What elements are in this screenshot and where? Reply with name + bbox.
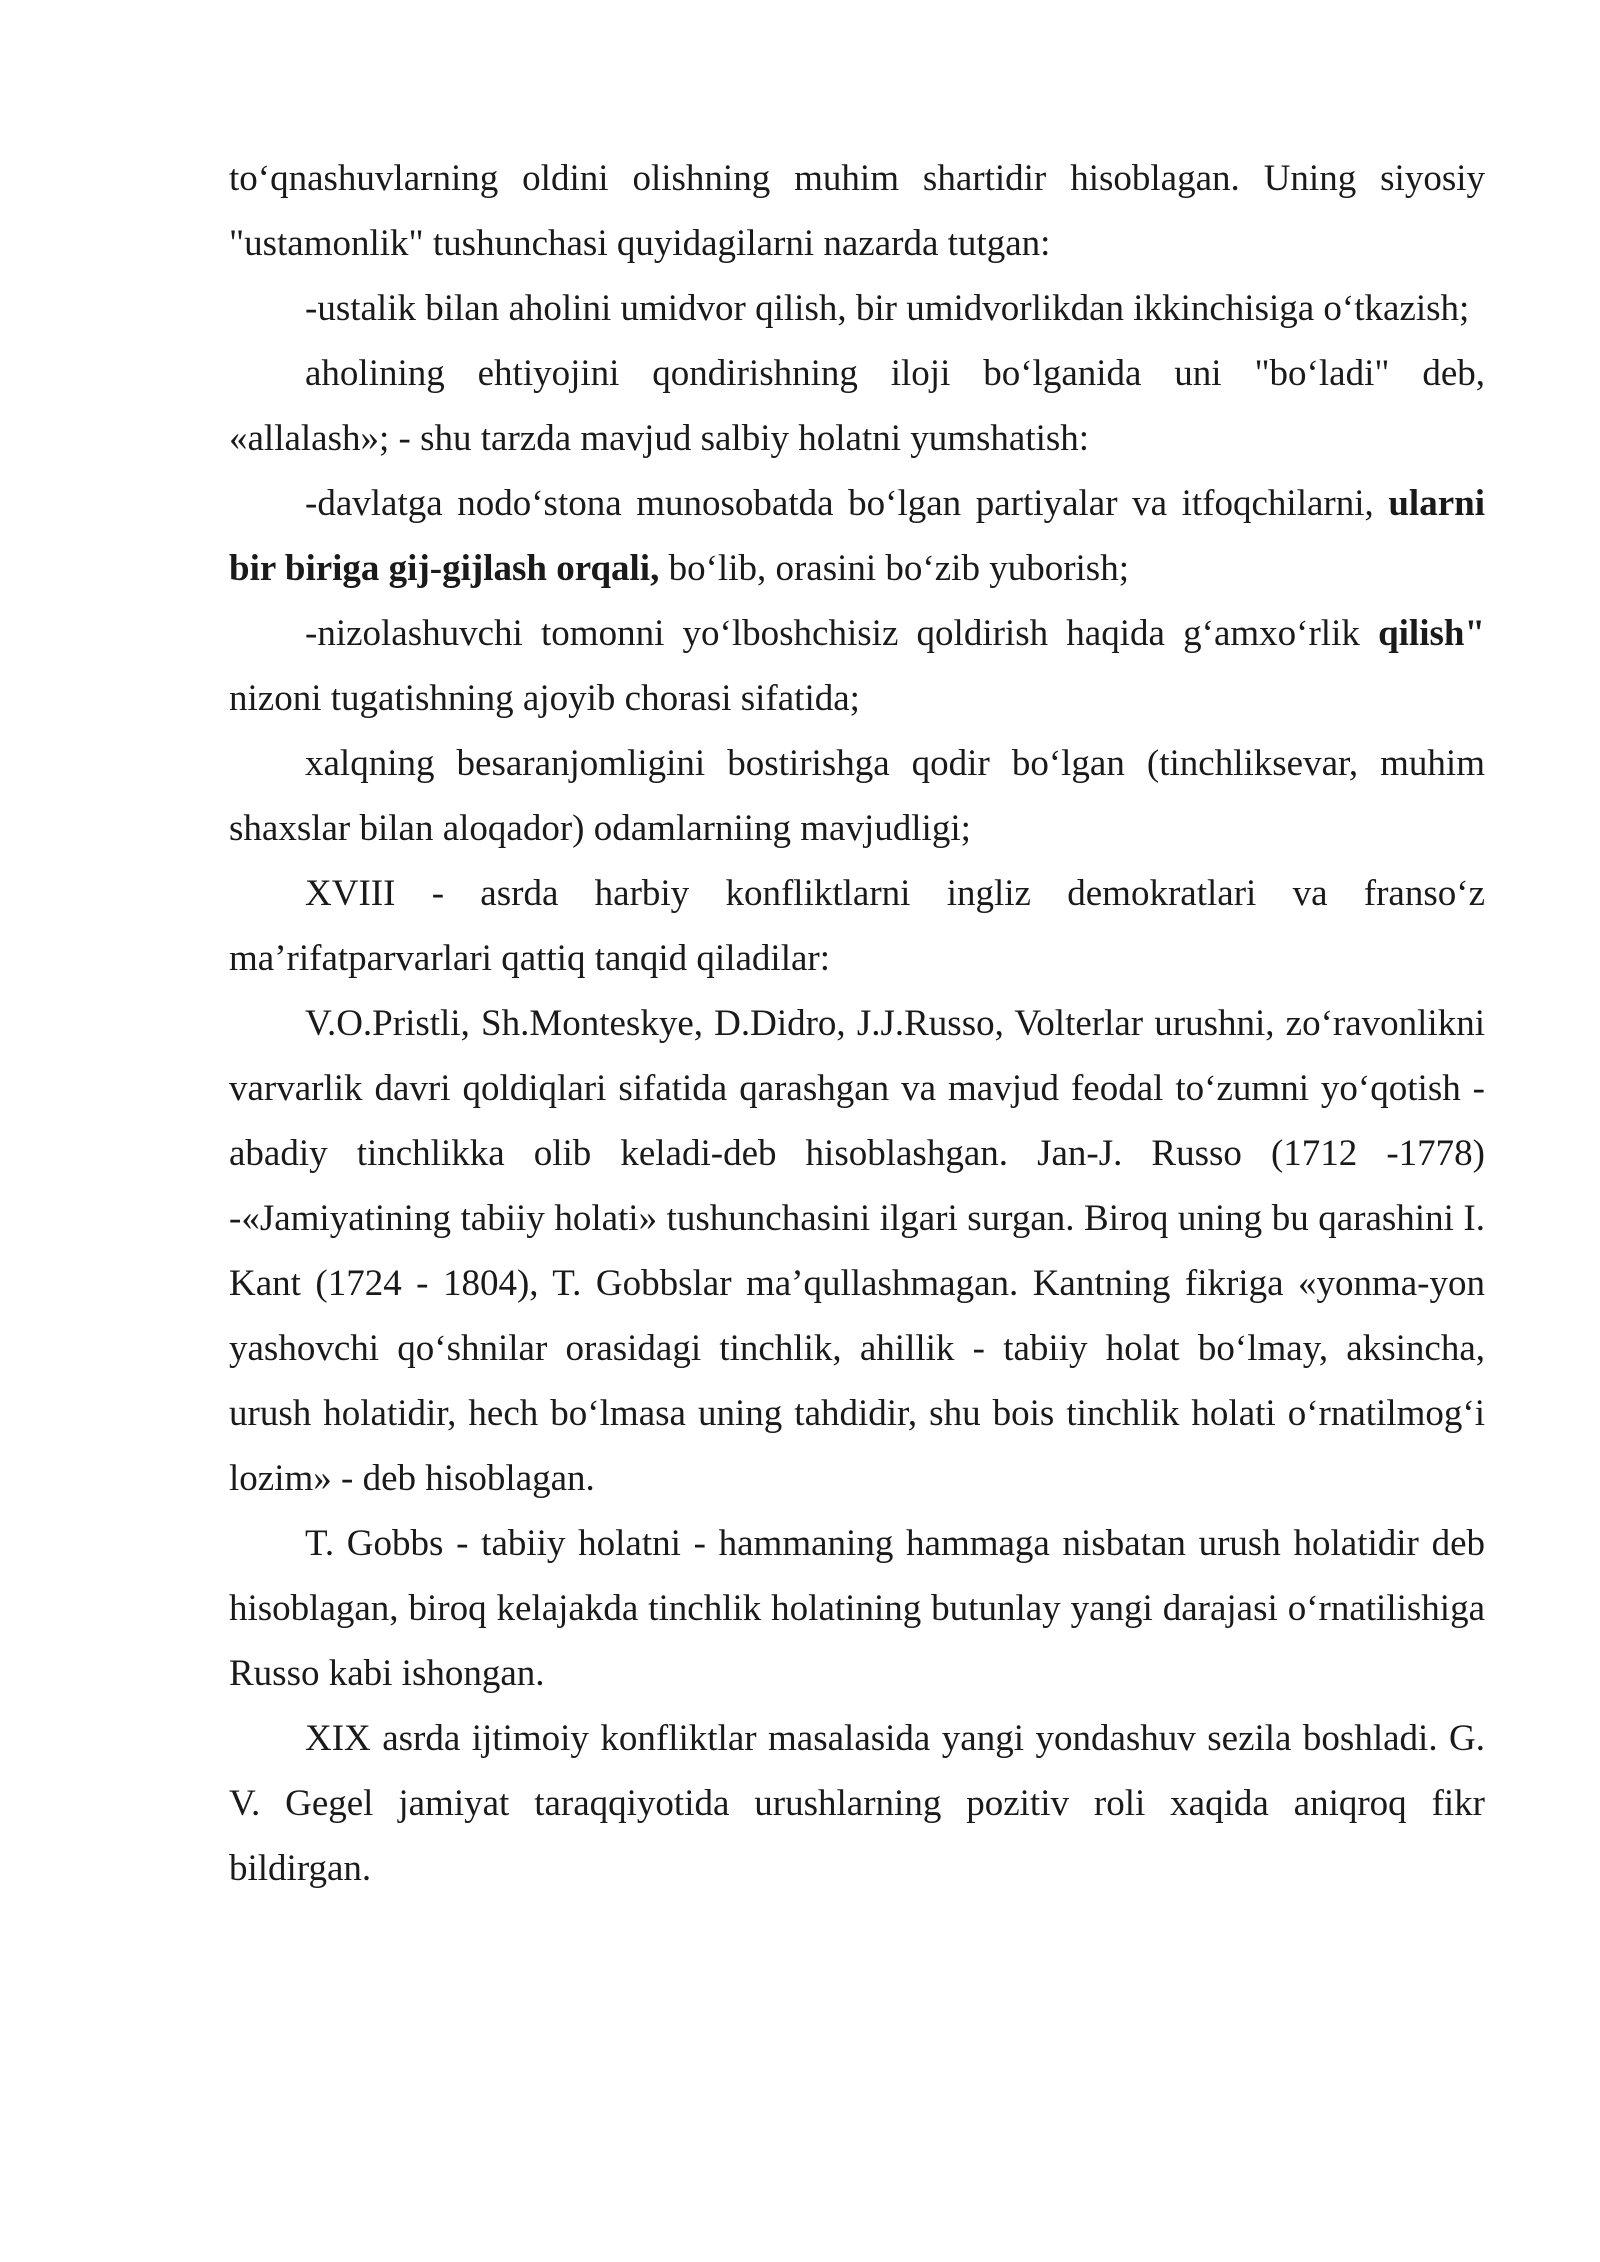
paragraph-text: -nizolashuvchi tomonni yo‘lboshchisiz qoldirish haqida g‘amxo‘rlik xyxy=(305,613,1379,654)
paragraph-1 xyxy=(229,146,1485,276)
paragraph-10 xyxy=(229,1706,1485,1901)
paragraph-text: V.O.Pristli, Sh.Monteskye, D.Didro, J.J.Russo, Volterlar urushni, zo‘ravonlikni varvarlik davri qoldiqlari sifatida qarashgan va mavjud feodal to‘zumni yo‘qotish -abadiy tinchlikka olib keladi-deb hisoblashgan. Jan-J. Russo (1712 -1778) -«Jamiyatining tabiiy holati» tushunchasini ilgari surgan. Biroq uning bu qarashini I. Kant (1724 - 1804), T. Gobbslar ma’qullashmagan. Kantning fikriga «yonma-yon yashovchi qo‘shnilar orasidagi tinchlik, ahillik - tabiiy holat bo‘lmay, aksincha, urush holatidir, hech bo‘lmasa uning tahdidir, shu bois tinchlik holati o‘rnatilmog‘i lozim» - deb hisoblagan. xyxy=(229,1003,1485,1499)
paragraph-4 xyxy=(229,471,1485,601)
paragraph-text: xalqning besaranjomligini bostirishga qodir bo‘lgan (tinchliksevar, muhim shaxslar bilan aloqador) odamlarniing mavjudligi; xyxy=(229,743,1485,849)
paragraph-text: T. Gobbs - tabiiy holatni - hammaning hammaga nisbatan urush holatidir deb hisoblagan, biroq kelajakda tinchlik holatining butunlay yangi darajasi o‘rnatilishiga Russo kabi ishongan. xyxy=(229,1523,1485,1694)
bold-phrase: qilish" xyxy=(1378,613,1485,654)
paragraph-text: aholining ehtiyojini qondirishning iloji bo‘lganida uni "bo‘ladi" deb, «allalash»; - shu tarzda mavjud salbiy holatni yumshatish: xyxy=(229,353,1485,459)
paragraph-text: -ustalik bilan aholini umidvor qilish, bir umidvorlikdan ikkinchisiga o‘tkazish; xyxy=(305,288,1470,329)
paragraph-2 xyxy=(229,276,1485,341)
paragraph-7 xyxy=(229,861,1485,991)
paragraph-text: nizoni tugatishning ajoyib chorasi sifatida; xyxy=(229,678,860,719)
paragraph-3 xyxy=(229,341,1485,471)
paragraph-text: to‘qnashuvlarning oldini olishning muhim shartidir hisoblagan. Uning siyosiy "ustamonlik" tushunchasi quyidagilarni nazarda tutgan: xyxy=(229,158,1485,264)
bold-phrase: ularni bir biriga gij-gijlash orqali, xyxy=(229,483,1485,589)
paragraph-8 xyxy=(229,991,1485,1511)
paragraph-text: bo‘lib, orasini bo‘zib yuborish; xyxy=(659,548,1129,589)
paragraph-6 xyxy=(229,731,1485,861)
paragraph-5 xyxy=(229,601,1485,731)
paragraph-text: XIX asrda ijtimoiy konfliktlar masalasida yangi yondashuv sezila boshladi. G. V. Gegel jamiyat taraqqiyotida urushlarning pozitiv roli xaqida aniqroq fikr bildirgan. xyxy=(229,1718,1485,1889)
paragraph-text: -davlatga nodo‘stona munosobatda bo‘lgan partiyalar va itfoqchilarni, xyxy=(305,483,1389,524)
paragraph-9 xyxy=(229,1511,1485,1706)
document-page xyxy=(229,146,1485,1901)
paragraph-text: XVIII - asrda harbiy konfliktlarni ingliz demokratlari va franso‘z ma’rifatparvarlari qattiq tanqid qiladilar: xyxy=(229,873,1485,979)
